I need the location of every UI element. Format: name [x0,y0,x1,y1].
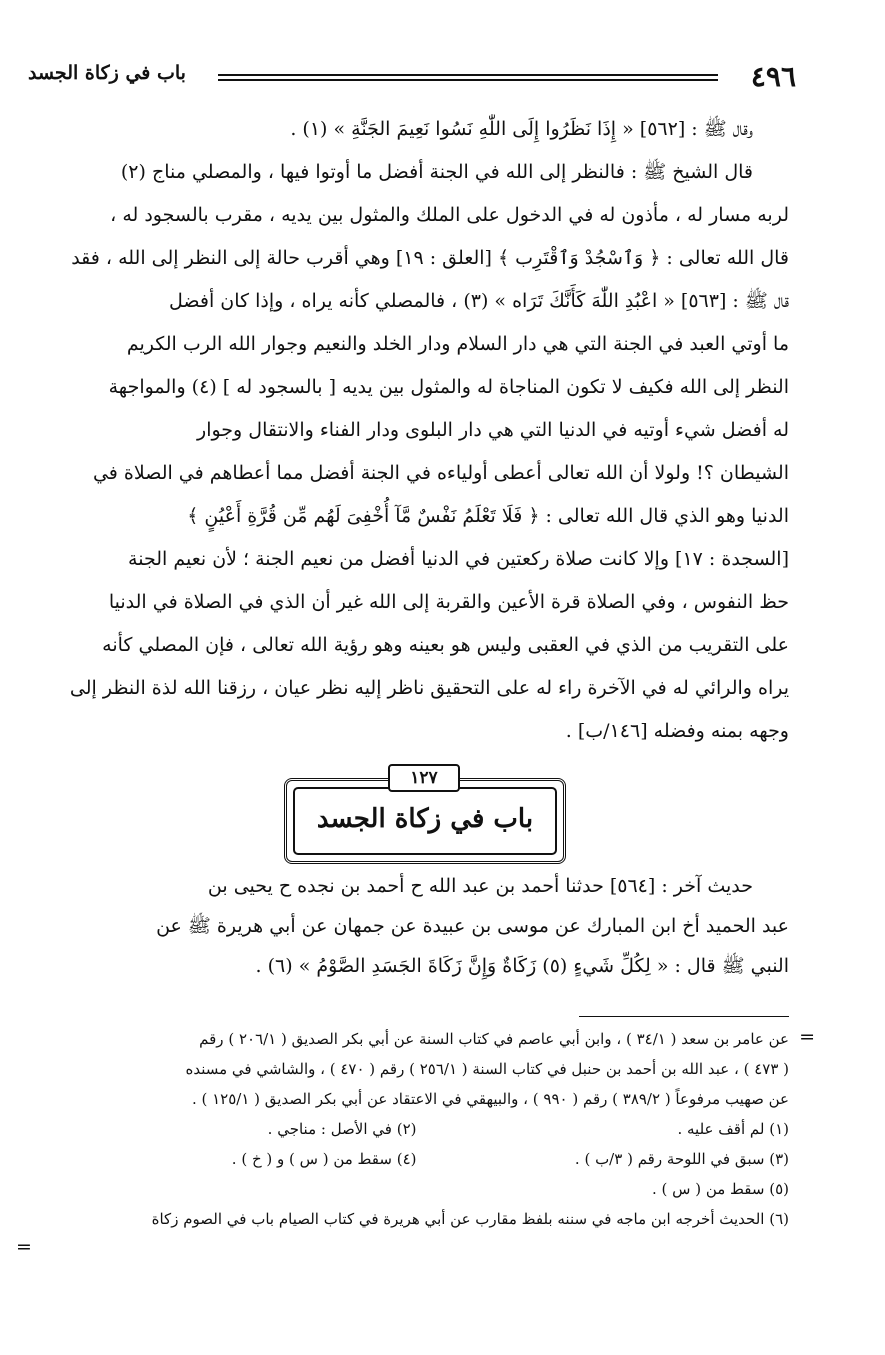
footnotes [44,1024,789,1234]
footnote-6: (٦) الحديث أخرجه ابن ماجه في سننه بلفظ مقارب عن أبي هريرة في كتاب الصيام باب في الصوم زكاة [151,1210,789,1228]
footnote-line: ( ٤٧٣ ) ، عبد الله بن أحمد بن حنبل في كتاب السنة ( ٢٥٦/١ ) رقم ( ٤٧٠ ) ، والشاشي في مسنده [185,1060,789,1078]
continuation-mark: = [799,1026,815,1048]
header-rule [218,74,718,81]
text-line: قال الشيخ ﷺ : فالنظر إلى الله في الجنة أفضل ما أوتوا فيها ، والمصلي مناج (٢) [120,161,753,183]
text-line: حديث آخر : [٥٦٤] حدثنا أحمد بن عبد الله ح أحمد بن نجده ح يحيى بن [207,875,753,897]
footnote-row [44,1144,789,1174]
text-line: قال ﷺ : [٥٦٣] « اعْبُدِ اللّٰهَ كَأَنَّكَ تَرَاه » (٣) ، فالمصلي كأنه يراه ، وإذا كان أفضل [169,290,789,312]
text-line: حظ النفوس ، وفي الصلاة قرة الأعين والقربة إلى الله غير أن الذي في الصلاة في الدنيا [108,591,789,613]
footnote-separator [579,1016,789,1017]
text-line: لربه مسار له ، مأذون له في الدخول على الملك والمثول بين يديه ، مقرب بالسجود له ، [110,204,789,226]
footnote-4: (٤) سقط من ( س ) و ( خ ) . [231,1150,417,1168]
text-line: يراه والرائي له في الآخرة راء له على التحقيق ناظر إليه نظر عيان ، رزقنا الله لذة النظر إلى [69,677,789,699]
running-title: باب في زكاة الجسد [28,62,186,84]
chapter-title: باب في زكاة الجسد [293,787,557,855]
text-line: وجهه بمنه وفضله [١٤٦/ب] . [565,720,789,742]
text-line: النبي ﷺ قال : « لِكُلِّ شَيءٍ (٥) زَكَاةٌ وَإِنَّ زَكَاةَ الجَسَدِ الصَّوْمُ » (٦) . [255,955,789,977]
footnote-row [44,1114,789,1144]
footnote-1: (١) لم أقف عليه . [677,1120,789,1138]
continuation-mark: = [16,1236,32,1258]
text-line: النظر إلى الله فكيف لا تكون المناجاة له والمثول بين يديه [ بالسجود له ] (٤) والمواجهة [108,376,789,398]
hadith-text [46,866,789,986]
footnote-3: (٣) سبق في اللوحة رقم ( ٣/ب ) . [574,1150,789,1168]
chapter-heading [284,764,566,864]
chapter-number: ١٢٧ [388,764,460,792]
text-line: ما أوتي العبد في الجنة التي هي دار السلام ودار الخلد والنعيم وجوار الله الرب الكريم [126,333,789,355]
text-line: على التقريب من الذي في العقبى وليس هو بعينه وهو رؤية الله تعالى ، فإن المصلي كأنه [102,634,789,656]
page-number: ٤٩٦ [750,60,796,93]
text-line: الدنيا وهو الذي قال الله تعالى : ﴿ فَلَا تَعْلَمُ نَفْسٌ مَّآ أُخْفِىَ لَهُم مِّن قُرَّةِ أَعْيُنٍ ﴾ [187,505,789,527]
text-line: [السجدة : ١٧] وإلا كانت صلاة ركعتين في الدنيا أفضل من نعيم الجنة ؛ لأن نعيم الجنة [128,548,789,570]
text-line: له أفضل شيء أوتيه في الدنيا التي هي دار البلوى ودار الفناء والانتقال وجوار [197,419,789,441]
main-text [46,108,789,753]
footnote-5: (٥) سقط من ( س ) . [651,1180,789,1198]
footnote-line: عن عامر بن سعد ( ٣٤/١ ) ، وابن أبي عاصم في كتاب السنة عن أبي بكر الصديق ( ٢٠٦/١ ) رقم [199,1030,789,1048]
running-header [28,60,796,100]
text-line: الشيطان ؟! ولولا أن الله تعالى أعطى أولياءه في الجنة أفضل مما أعطاهم في الصلاة في [92,462,789,484]
text-line: عبد الحميد أخ ابن المبارك عن موسى بن عبيدة عن جمهان عن أبي هريرة ﷺ عن [156,915,789,937]
footnote-2: (٢) في الأصل : مناجي . [267,1120,417,1138]
text-line: قال الله تعالى : ﴿ وَٱسْجُدْ وَٱقْتَرِب ﴾ [العلق : ١٩] وهي أقرب حالة إلى النظر إلى الله ، فقد [71,247,789,269]
text-line: وقال ﷺ : [٥٦٢] « إِذَا نَظَرُوا إِلَى اللّٰهِ نَسُوا نَعِيمَ الجَنَّةِ » (١) . [290,118,753,140]
footnote-line: عن صهيب مرفوعاً ( ٣٨٩/٢ ) رقم ( ٩٩٠ ) ، والبيهقي في الاعتقاد عن أبي بكر الصديق ( ١٢٥/١ ) . [191,1090,789,1108]
